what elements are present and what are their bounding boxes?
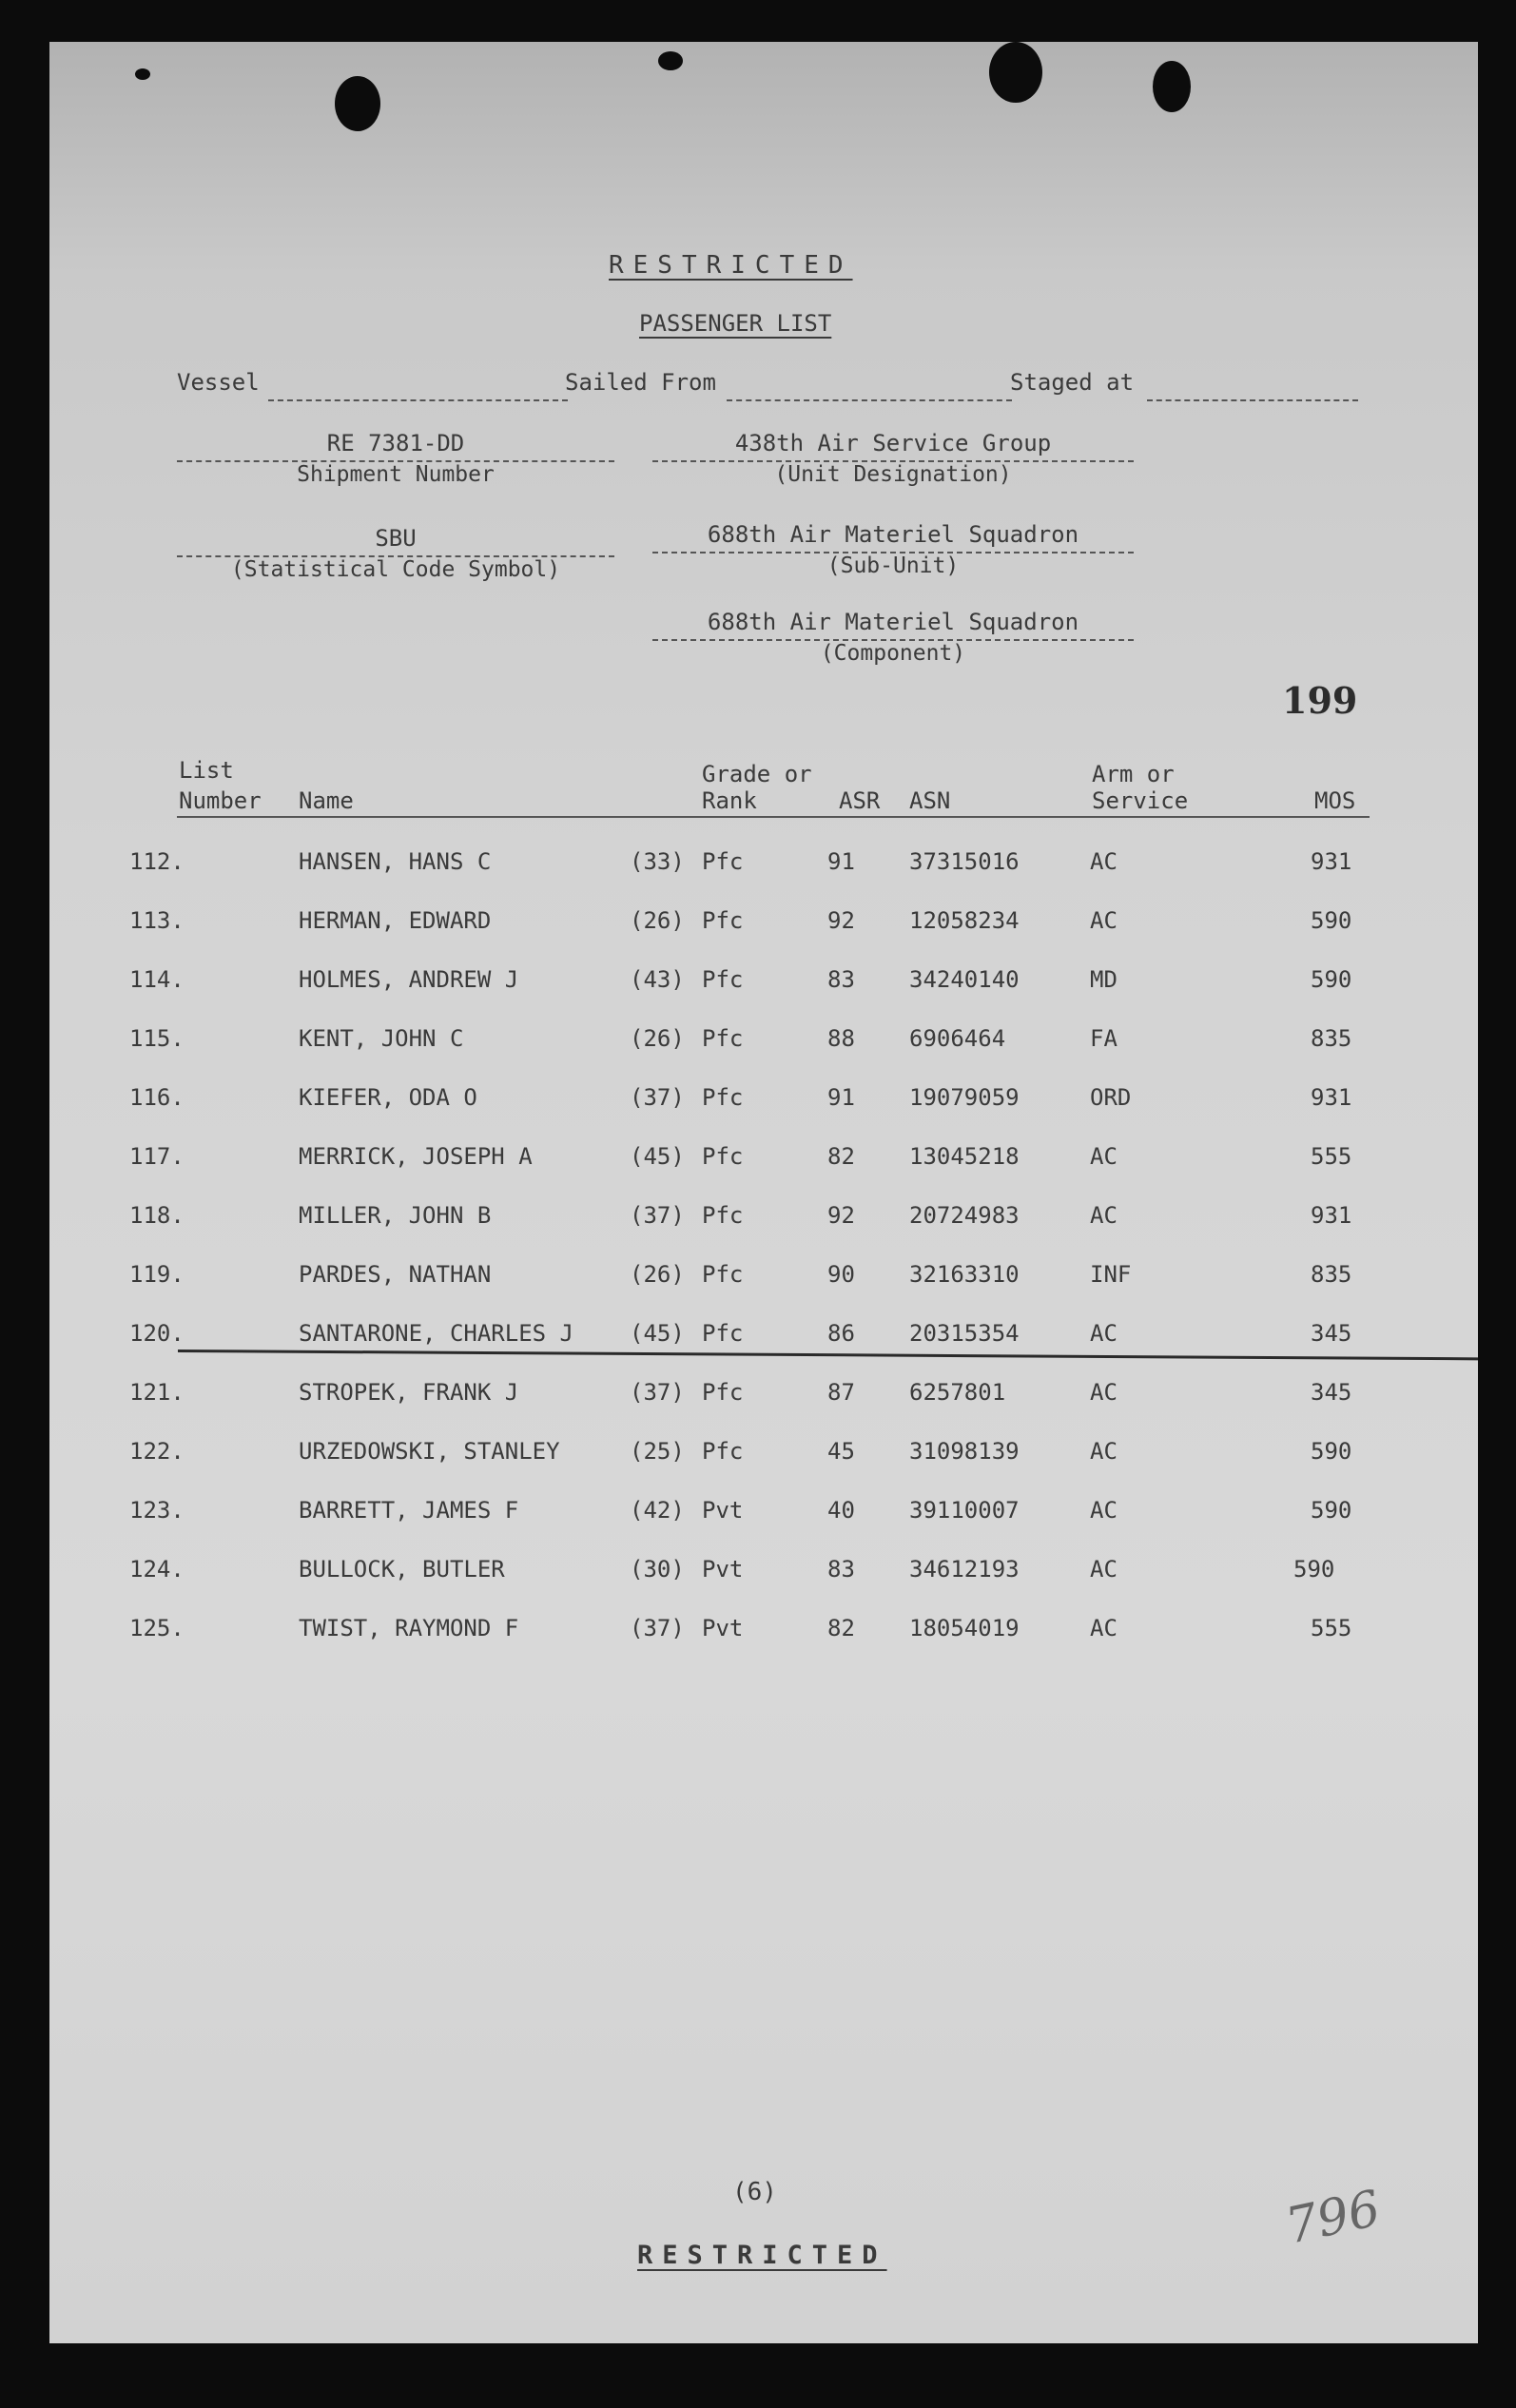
row-number: 121.: [129, 1379, 185, 1406]
row-asr: 91: [827, 848, 855, 875]
row-name: PARDES, NATHAN: [299, 1261, 492, 1288]
row-asr: 40: [827, 1497, 855, 1524]
table-row: [49, 1615, 1478, 1662]
component-label: (Component): [820, 641, 966, 666]
row-name: MERRICK, JOSEPH A: [299, 1143, 533, 1170]
row-arm: AC: [1090, 1497, 1118, 1524]
row-asn: 12058234: [909, 907, 1020, 934]
row-asr: 86: [827, 1320, 855, 1347]
row-arm: AC: [1090, 907, 1118, 934]
row-arm: FA: [1090, 1025, 1118, 1052]
row-asn: 39110007: [909, 1497, 1020, 1524]
col-arm-top: Arm or: [1092, 761, 1175, 787]
document-page: [49, 42, 1478, 2343]
row-arm: AC: [1090, 1556, 1118, 1583]
row-name: KENT, JOHN C: [299, 1025, 464, 1052]
punch-hole: [989, 42, 1042, 103]
row-asn: 37315016: [909, 848, 1020, 875]
row-arm: INF: [1090, 1261, 1132, 1288]
row-arm: AC: [1090, 1379, 1118, 1406]
col-asn: ASN: [909, 787, 951, 814]
table-row: [49, 966, 1478, 1014]
row-asn: 19079059: [909, 1084, 1020, 1111]
row-age: (37): [630, 1379, 685, 1406]
ink-blot: [658, 51, 683, 70]
table-row: [49, 1025, 1478, 1073]
row-mos: 590: [1311, 1438, 1352, 1465]
handwritten-note: 796: [1280, 2180, 1386, 2256]
row-name: URZEDOWSKI, STANLEY: [299, 1438, 560, 1465]
row-asr: 83: [827, 1556, 855, 1583]
row-asr: 92: [827, 907, 855, 934]
col-asr: ASR: [839, 787, 881, 814]
row-number: 116.: [129, 1084, 185, 1111]
row-mos: 345: [1311, 1320, 1352, 1347]
row-age: (37): [630, 1202, 685, 1229]
row-arm: AC: [1090, 848, 1118, 875]
row-name: BARRETT, JAMES F: [299, 1497, 519, 1524]
page-number: (6): [732, 2178, 777, 2206]
sub-unit-label: (Sub-Unit): [826, 553, 960, 578]
row-asn: 13045218: [909, 1143, 1020, 1170]
row-number: 119.: [129, 1261, 185, 1288]
row-age: (33): [630, 848, 685, 875]
row-number: 117.: [129, 1143, 185, 1170]
col-list-bottom: Number: [179, 787, 262, 814]
shipment-number-label: Shipment Number: [297, 462, 495, 487]
unit-designation-label: (Unit Designation): [774, 462, 1012, 487]
row-age: (30): [630, 1556, 685, 1583]
row-rank: Pfc: [702, 1084, 744, 1111]
row-age: (43): [630, 966, 685, 993]
row-arm: ORD: [1090, 1084, 1132, 1111]
col-arm-bottom: Service: [1092, 787, 1189, 814]
table-row: [49, 1497, 1478, 1544]
row-rank: Pfc: [702, 1261, 744, 1288]
row-asr: 45: [827, 1438, 855, 1465]
row-rank: Pfc: [702, 1379, 744, 1406]
row-asn: 34240140: [909, 966, 1020, 993]
table-row: [49, 1438, 1478, 1486]
row-name: HOLMES, ANDREW J: [299, 966, 519, 993]
row-mos: 590: [1293, 1556, 1335, 1583]
col-mos: MOS: [1314, 787, 1356, 814]
staged-at-label: Staged at: [1010, 369, 1135, 396]
row-arm: AC: [1090, 1320, 1118, 1347]
row-age: (26): [630, 1025, 685, 1052]
row-rank: Pfc: [702, 1025, 744, 1052]
row-rank: Pfc: [702, 848, 744, 875]
unit-designation: 438th Air Service Group: [734, 430, 1052, 456]
table-row: [49, 907, 1478, 955]
row-arm: AC: [1090, 1202, 1118, 1229]
vessel-label: Vessel: [177, 369, 260, 396]
row-name: HERMAN, EDWARD: [299, 907, 492, 934]
row-mos: 931: [1311, 848, 1352, 875]
row-name: TWIST, RAYMOND F: [299, 1615, 519, 1641]
row-asr: 88: [827, 1025, 855, 1052]
row-number: 113.: [129, 907, 185, 934]
row-mos: 835: [1311, 1025, 1352, 1052]
table-row: [49, 1084, 1478, 1132]
row-age: (26): [630, 1261, 685, 1288]
row-age: (25): [630, 1438, 685, 1465]
row-number: 112.: [129, 848, 185, 875]
statistical-code-label: (Statistical Code Symbol): [230, 557, 561, 582]
row-asn: 32163310: [909, 1261, 1020, 1288]
row-number: 118.: [129, 1202, 185, 1229]
row-number: 115.: [129, 1025, 185, 1052]
row-asn: 20724983: [909, 1202, 1020, 1229]
row-mos: 555: [1311, 1143, 1352, 1170]
row-asr: 82: [827, 1615, 855, 1641]
row-number: 122.: [129, 1438, 185, 1465]
row-asr: 90: [827, 1261, 855, 1288]
row-name: MILLER, JOHN B: [299, 1202, 492, 1229]
row-rank: Pfc: [702, 1320, 744, 1347]
statistical-code: SBU: [375, 525, 417, 552]
row-rank: Pfc: [702, 1202, 744, 1229]
row-age: (45): [630, 1143, 685, 1170]
col-grade-bottom: Rank: [702, 787, 757, 814]
punch-hole: [335, 76, 380, 131]
classification-header: RESTRICTED: [609, 251, 853, 280]
row-arm: AC: [1090, 1143, 1118, 1170]
row-arm: AC: [1090, 1438, 1118, 1465]
vessel-blank: [268, 399, 568, 401]
table-row: [49, 1143, 1478, 1191]
sailed-from-blank: [727, 399, 1012, 401]
row-number: 125.: [129, 1615, 185, 1641]
row-asn: 18054019: [909, 1615, 1020, 1641]
row-rank: Pvt: [702, 1556, 744, 1583]
row-mos: 835: [1311, 1261, 1352, 1288]
row-arm: AC: [1090, 1615, 1118, 1641]
row-mos: 931: [1311, 1202, 1352, 1229]
row-arm: MD: [1090, 966, 1118, 993]
row-number: 123.: [129, 1497, 185, 1524]
row-age: (26): [630, 907, 685, 934]
col-grade-top: Grade or: [702, 761, 812, 787]
row-mos: 931: [1311, 1084, 1352, 1111]
row-asr: 87: [827, 1379, 855, 1406]
row-asr: 91: [827, 1084, 855, 1111]
header-rule: [177, 816, 1370, 818]
row-rank: Pvt: [702, 1497, 744, 1524]
row-name: KIEFER, ODA O: [299, 1084, 477, 1111]
sailed-from-label: Sailed From: [565, 369, 716, 396]
row-mos: 590: [1311, 966, 1352, 993]
staged-at-blank: [1147, 399, 1358, 401]
row-mos: 345: [1311, 1379, 1352, 1406]
row-asr: 82: [827, 1143, 855, 1170]
row-age: (37): [630, 1084, 685, 1111]
ink-blot: [135, 68, 150, 80]
shipment-number: RE 7381-DD: [326, 430, 465, 456]
row-asn: 31098139: [909, 1438, 1020, 1465]
classification-footer: RESTRICTED: [637, 2241, 887, 2270]
row-mos: 590: [1311, 907, 1352, 934]
row-name: BULLOCK, BUTLER: [299, 1556, 505, 1583]
document-title: PASSENGER LIST: [639, 310, 832, 337]
row-asr: 92: [827, 1202, 855, 1229]
row-name: HANSEN, HANS C: [299, 848, 492, 875]
page-stamp: 199: [1282, 679, 1358, 722]
col-list-top: List: [179, 757, 234, 784]
table-row: [49, 1320, 1478, 1368]
row-asn: 6257801: [909, 1379, 1006, 1406]
row-mos: 590: [1311, 1497, 1352, 1524]
row-age: (45): [630, 1320, 685, 1347]
row-name: STROPEK, FRANK J: [299, 1379, 519, 1406]
table-row: [49, 1556, 1478, 1603]
component: 688th Air Materiel Squadron: [707, 609, 1079, 635]
row-rank: Pfc: [702, 907, 744, 934]
row-asn: 34612193: [909, 1556, 1020, 1583]
row-number: 114.: [129, 966, 185, 993]
row-rank: Pvt: [702, 1615, 744, 1641]
row-number: 124.: [129, 1556, 185, 1583]
col-name: Name: [299, 787, 354, 814]
table-row: [49, 1261, 1478, 1309]
table-row: [49, 1379, 1478, 1427]
table-row: [49, 848, 1478, 896]
row-name: SANTARONE, CHARLES J: [299, 1320, 573, 1347]
sub-unit: 688th Air Materiel Squadron: [707, 521, 1079, 548]
row-rank: Pfc: [702, 1143, 744, 1170]
row-number: 120.: [129, 1320, 185, 1347]
table-row: [49, 1202, 1478, 1250]
row-mos: 555: [1311, 1615, 1352, 1641]
row-asn: 6906464: [909, 1025, 1006, 1052]
row-age: (42): [630, 1497, 685, 1524]
row-age: (37): [630, 1615, 685, 1641]
punch-hole: [1153, 61, 1191, 112]
row-rank: Pfc: [702, 1438, 744, 1465]
row-asn: 20315354: [909, 1320, 1020, 1347]
row-asr: 83: [827, 966, 855, 993]
row-rank: Pfc: [702, 966, 744, 993]
